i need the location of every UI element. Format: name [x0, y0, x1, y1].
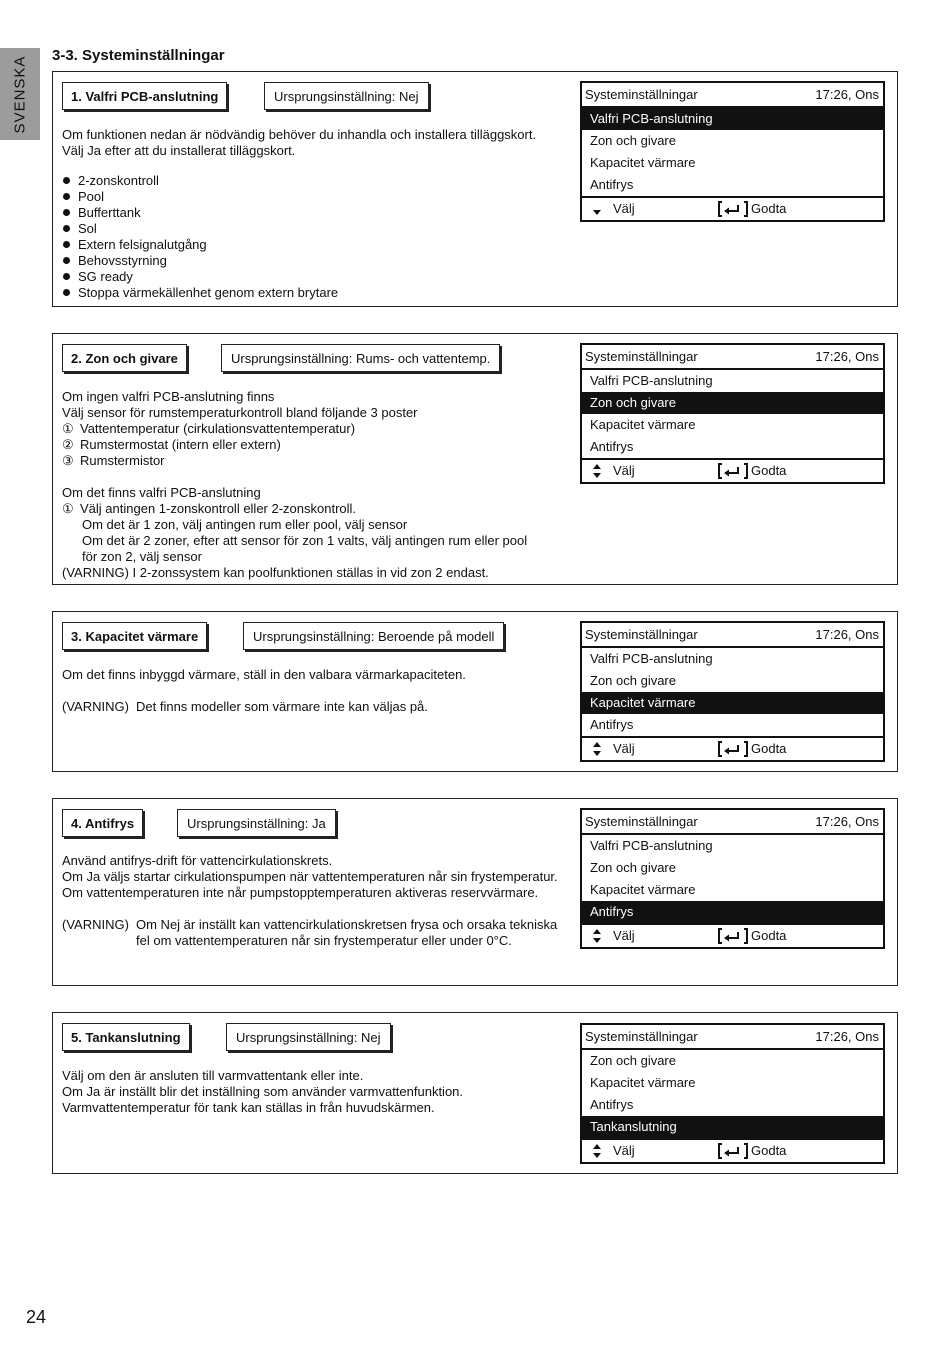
warning-row: [62, 699, 567, 715]
select-label: Välj: [613, 463, 635, 478]
default-setting: Ursprungsinställning: Ja: [177, 809, 336, 837]
screen-header: [582, 810, 883, 835]
language-tab: [0, 48, 40, 140]
text-line: Om Ja väljs startar cirkulationspumpen när vattentemperaturen når sin frystemperatur. Om vattentemperaturen inte når pumpstopptemperaturen aktiveras reservvärmare.: [62, 869, 558, 900]
text-line: Använd antifrys-drift för vattencirkulationskrets.: [62, 853, 333, 868]
select-label: Välj: [613, 928, 635, 943]
menu-item-valfri-pcb[interactable]: Valfri PCB-anslutning: [590, 838, 713, 853]
menu-item-zon-och-givare[interactable]: Zon och givare: [590, 860, 676, 875]
option-line: [62, 453, 567, 469]
menu-item-valfri-pcb[interactable]: Valfri PCB-anslutning: [590, 373, 713, 388]
text-line: Om det finns valfri PCB-anslutning: [62, 485, 261, 500]
screen-time: 17:26, Ons: [815, 627, 879, 642]
option-text: Vattentemperatur (cirkulationsvattentemperatur): [80, 421, 356, 436]
text-line: Välj sensor för rumstemperaturkontroll bland följande 3 poster: [62, 405, 418, 420]
confirm-label: Godta: [751, 201, 787, 216]
screen-title: Systeminställningar: [585, 349, 698, 364]
enter-key-icon: [718, 463, 748, 479]
text-line: Om ingen valfri PCB-anslutning finns: [62, 389, 275, 404]
section-heading: 3. Kapacitet värmare: [62, 622, 207, 650]
page-number: 24: [26, 1307, 47, 1327]
menu-item-zon-och-givare[interactable]: Zon och givare: [590, 133, 676, 148]
menu-item-kapacitet-varmare[interactable]: Kapacitet värmare: [590, 1075, 696, 1090]
list-item: Pool: [62, 189, 567, 205]
select-label: Välj: [613, 1143, 635, 1158]
screen-header: [582, 1025, 883, 1050]
screen-header: [582, 83, 883, 108]
option-text: Rumstermistor: [80, 453, 165, 468]
screen-footer: [582, 196, 883, 220]
controller-screen: [580, 621, 885, 762]
screen-title: Systeminställningar: [585, 627, 698, 642]
section-valfri-pcb: [52, 71, 898, 307]
option-number: ③: [62, 453, 74, 468]
select-label: Välj: [613, 201, 635, 216]
section-kapacitet-varmare: [52, 611, 898, 772]
screen-header: [582, 623, 883, 648]
option-line: [62, 437, 567, 453]
list-item: Bufferttank: [62, 205, 567, 221]
menu-item-kapacitet-varmare[interactable]: Kapacitet värmare: [590, 882, 696, 897]
menu-item-kapacitet-varmare[interactable]: Kapacitet värmare: [590, 417, 696, 432]
screen-time: 17:26, Ons: [815, 1029, 879, 1044]
list-item: Sol: [62, 221, 567, 237]
arrow-up-down-icon: [591, 738, 603, 760]
screen-header: [582, 345, 883, 370]
enter-key-icon: [718, 201, 748, 217]
menu-item-kapacitet-varmare[interactable]: Kapacitet värmare: [582, 692, 883, 714]
text-line: Varmvattentemperatur för tank kan ställas in från huvudskärmen.: [62, 1100, 435, 1115]
list-item: Extern felsignalutgång: [62, 237, 567, 253]
text-line: Om det finns inbyggd värmare, ställ in den valbara värmarkapaciteten.: [62, 667, 466, 682]
language-label: SVENSKA: [11, 55, 29, 133]
option-line: [62, 421, 567, 437]
section-body: [62, 853, 567, 949]
section-zon-och-givare: [52, 333, 898, 585]
select-label: Välj: [613, 741, 635, 756]
screen-time: 17:26, Ons: [815, 87, 879, 102]
section-heading: 1. Valfri PCB-anslutning: [62, 82, 227, 110]
section-heading: 5. Tankanslutning: [62, 1023, 190, 1051]
option-number: ①: [62, 501, 74, 516]
text-line: för zon 2, välj sensor: [82, 549, 202, 564]
default-setting: Ursprungsinställning: Beroende på modell: [243, 622, 504, 650]
text-line: Välj om den är ansluten till varmvattentank eller inte.: [62, 1068, 364, 1083]
default-setting: Ursprungsinställning: Nej: [226, 1023, 391, 1051]
arrow-down-icon: [591, 198, 603, 220]
screen-title: Systeminställningar: [585, 1029, 698, 1044]
arrow-up-down-icon: [591, 925, 603, 947]
controller-screen: [580, 808, 885, 949]
menu-item-tankanslutning[interactable]: Tankanslutning: [582, 1116, 883, 1138]
confirm-label: Godta: [751, 741, 787, 756]
enter-key-icon: [718, 928, 748, 944]
list-item: Stoppa värmekällenhet genom extern brytare: [62, 285, 567, 301]
enter-key-icon: [718, 741, 748, 757]
warning-text: (VARNING) I 2-zonssystem kan poolfunktionen ställas in vid zon 2 endast.: [62, 565, 489, 580]
section-body: [62, 667, 567, 715]
addon-list: [62, 173, 567, 301]
option-text: Välj antingen 1-zonskontroll eller 2-zonskontroll.: [80, 501, 357, 516]
screen-title: Systeminställningar: [585, 87, 698, 102]
menu-item-antifrys[interactable]: Antifrys: [590, 177, 634, 192]
controller-screen: [580, 1023, 885, 1164]
confirm-label: Godta: [751, 463, 787, 478]
section-body: [62, 1068, 567, 1116]
screen-time: 17:26, Ons: [815, 349, 879, 364]
section-heading: 4. Antifrys: [62, 809, 143, 837]
section-body: [62, 389, 567, 581]
menu-item-valfri-pcb[interactable]: Valfri PCB-anslutning: [582, 108, 883, 130]
menu-item-antifrys[interactable]: Antifrys: [590, 717, 634, 732]
confirm-label: Godta: [751, 928, 787, 943]
controller-screen: [580, 343, 885, 484]
arrow-up-down-icon: [591, 460, 603, 482]
option-text: Rumstermostat (intern eller extern): [80, 437, 281, 452]
screen-footer: [582, 736, 883, 760]
menu-item-antifrys[interactable]: Antifrys: [590, 1097, 634, 1112]
enter-key-icon: [718, 1143, 748, 1159]
text-line: Om Ja är inställt blir det inställning som använder varmvattenfunktion.: [62, 1084, 464, 1099]
section-antifrys: [52, 798, 898, 986]
warning-label: (VARNING): [62, 917, 129, 932]
list-item: SG ready: [62, 269, 567, 285]
screen-footer: [582, 1138, 883, 1162]
page-title: 3-3. Systeminställningar: [52, 47, 225, 64]
warning-label: (VARNING): [62, 699, 129, 714]
option-number: ②: [62, 437, 74, 452]
option-number: ①: [62, 421, 74, 436]
list-item: 2-zonskontroll: [62, 173, 567, 189]
menu-item-zon-och-givare[interactable]: Zon och givare: [582, 392, 883, 414]
screen-title: Systeminställningar: [585, 814, 698, 829]
section-body: [62, 127, 567, 301]
text-line: Om det är 2 zoner, efter att sensor för zon 1 valts, välj antingen rum eller pool: [82, 533, 528, 548]
intro-line: Välj Ja efter att du installerat tilläggskort.: [62, 143, 296, 158]
screen-time: 17:26, Ons: [815, 814, 879, 829]
screen-footer: [582, 923, 883, 947]
menu-item-zon-och-givare[interactable]: Zon och givare: [590, 1053, 676, 1068]
default-setting: Ursprungsinställning: Nej: [264, 82, 429, 110]
intro-line: Om funktionen nedan är nödvändig behöver du inhandla och installera tilläggskort.: [62, 127, 537, 142]
menu-item-zon-och-givare[interactable]: Zon och givare: [590, 673, 676, 688]
menu-item-antifrys[interactable]: Antifrys: [590, 439, 634, 454]
menu-item-valfri-pcb[interactable]: Valfri PCB-anslutning: [590, 651, 713, 666]
arrow-up-down-icon: [591, 1140, 603, 1162]
list-item: Behovsstyrning: [62, 253, 567, 269]
section-heading: 2. Zon och givare: [62, 344, 187, 372]
warning-text: Om Nej är inställt kan vattencirkulationskretsen frysa och orsaka tekniska fel om vattentemperaturen når sin frystemperatur eller under 0°C.: [136, 917, 558, 948]
warning-text: Det finns modeller som värmare inte kan väljas på.: [136, 699, 428, 714]
screen-footer: [582, 458, 883, 482]
text-line: Om det är 1 zon, välj antingen rum eller pool, välj sensor: [82, 517, 408, 532]
menu-item-kapacitet-varmare[interactable]: Kapacitet värmare: [590, 155, 696, 170]
controller-screen: [580, 81, 885, 222]
default-setting: Ursprungsinställning: Rums- och vattentemp.: [221, 344, 500, 372]
confirm-label: Godta: [751, 1143, 787, 1158]
option-line: [62, 501, 567, 517]
section-tankanslutning: [52, 1012, 898, 1174]
warning-row: [62, 917, 567, 949]
menu-item-antifrys[interactable]: Antifrys: [582, 901, 883, 923]
